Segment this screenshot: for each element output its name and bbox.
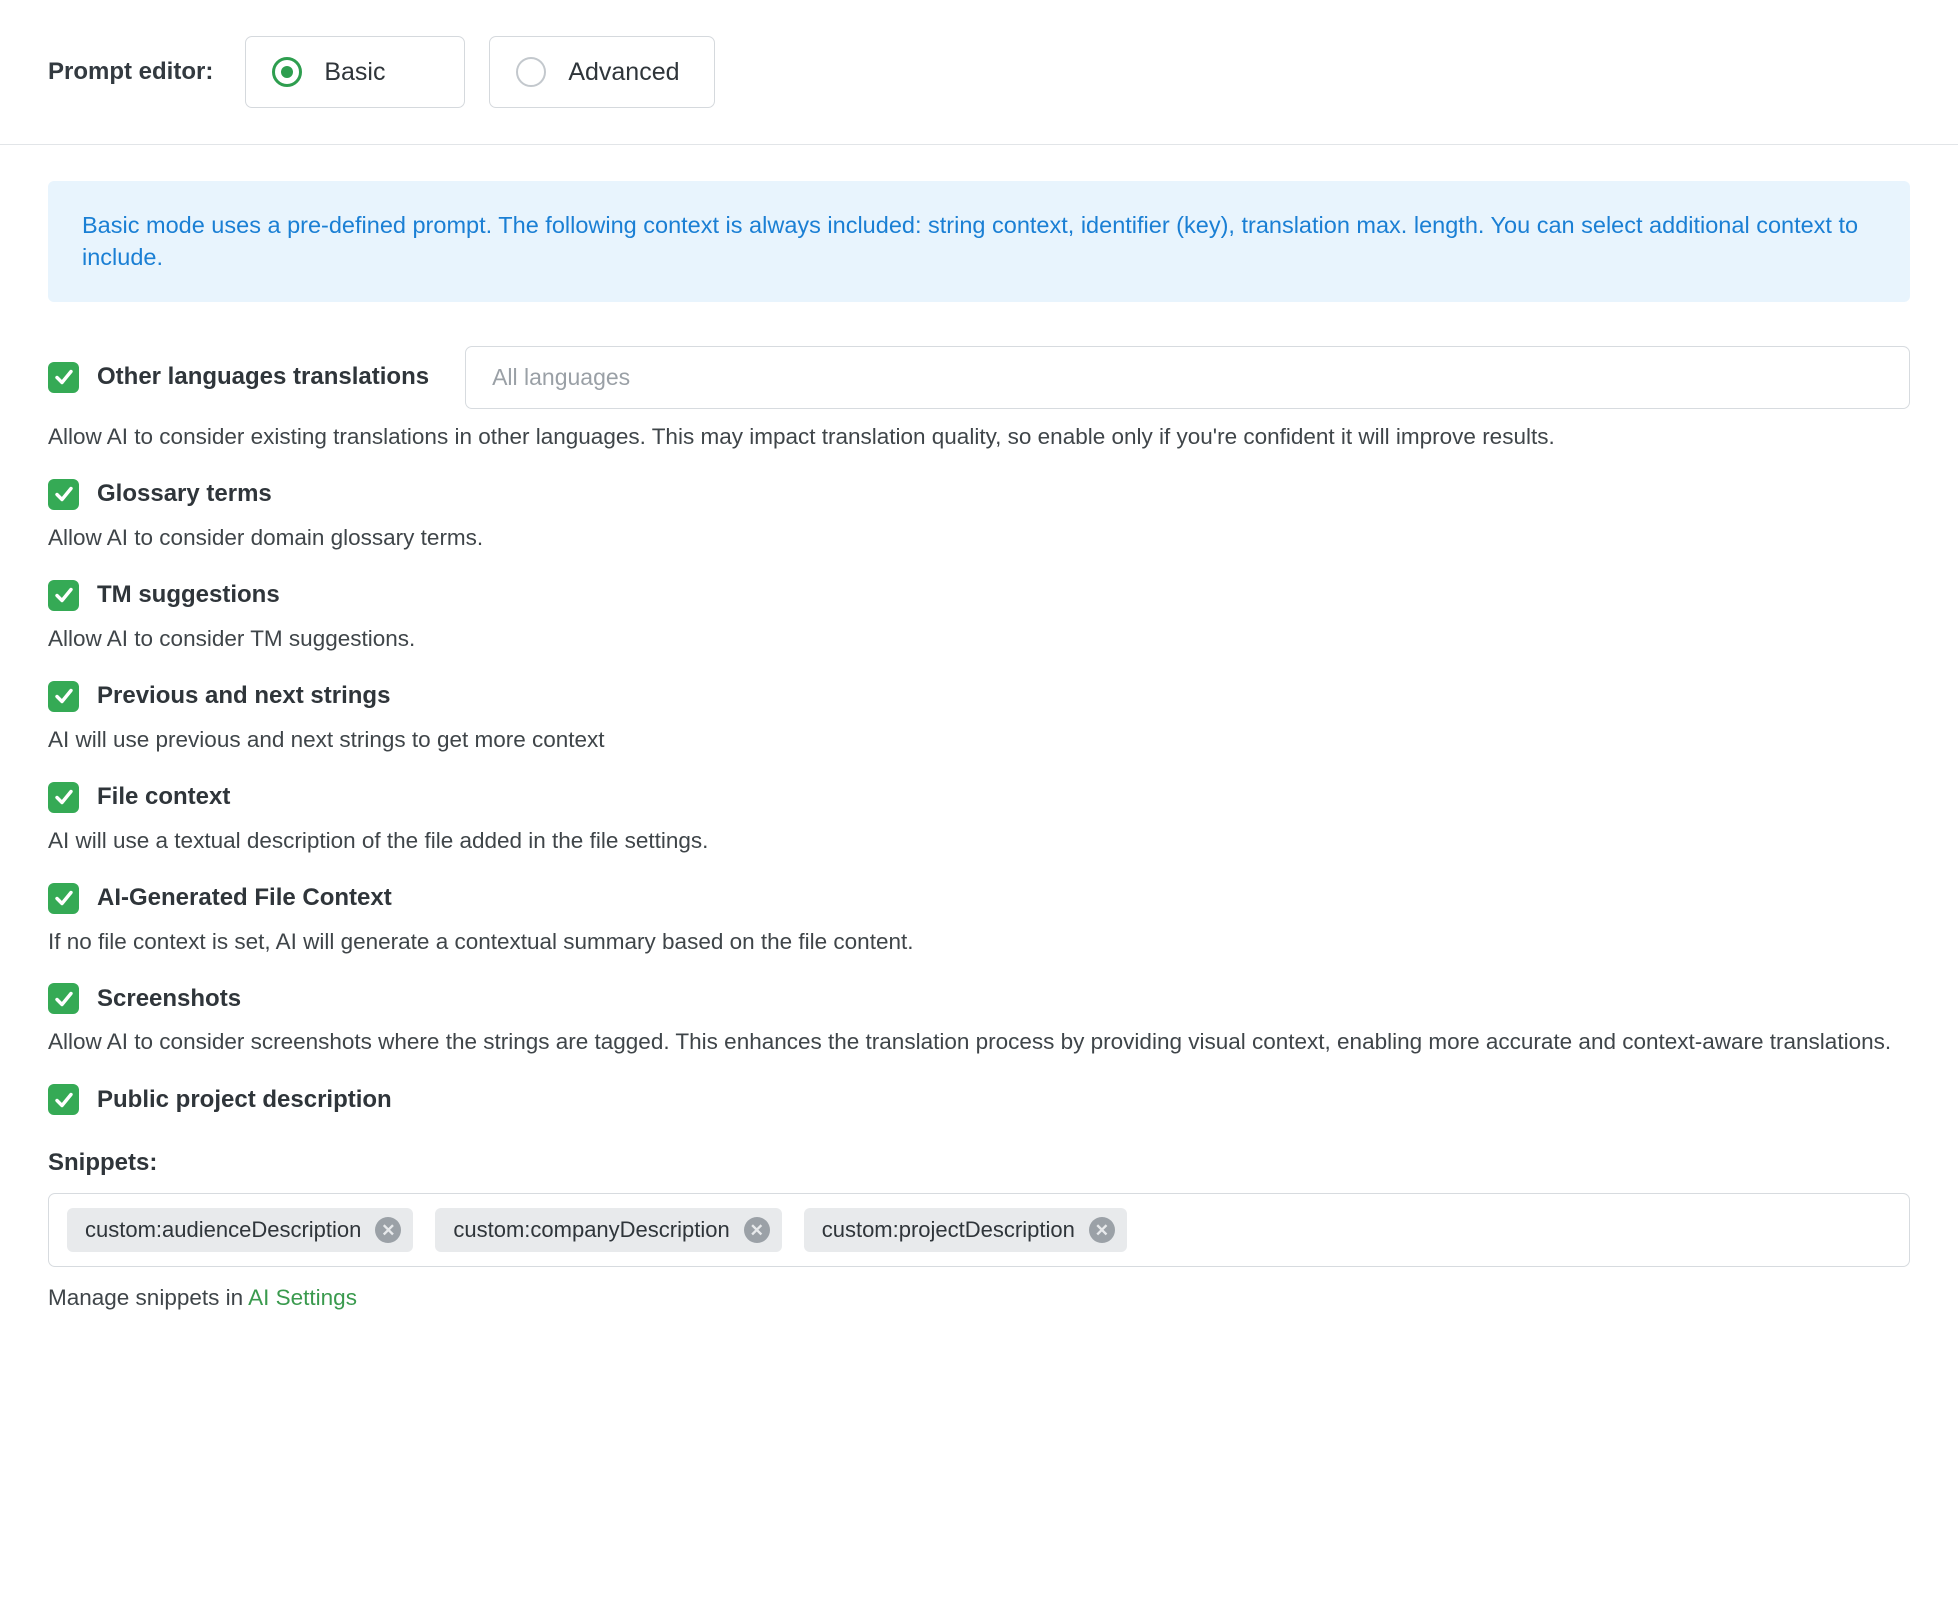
option-desc-file-context: AI will use a textual description of the file added in the file settings. <box>48 827 709 853</box>
checkbox-previous-next-strings[interactable] <box>48 681 79 712</box>
prompt-editor-label: Prompt editor: <box>48 58 214 85</box>
checkbox-screenshots[interactable] <box>48 983 79 1014</box>
option-row-tm-suggestions <box>48 580 1910 611</box>
option-row-other-languages-translations <box>48 346 1910 409</box>
option-desc-screenshots: Allow AI to consider screenshots where the strings are tagged. This enhances the translation process by providing visual context, enabling more accurate and context-aware translations. <box>48 1029 1892 1055</box>
option-label-previous-next-strings: Previous and next strings <box>97 682 391 710</box>
snippet-chip-label: custom:projectDescription <box>821 1217 1075 1243</box>
option-row-screenshots <box>48 983 1910 1014</box>
checkbox-file-context[interactable] <box>48 782 79 813</box>
info-banner: Basic mode uses a pre-defined prompt. The following context is always included: string context, identifier (key), translation max. length. You can select additional context to include. <box>48 181 1910 302</box>
option-desc-previous-next-strings: AI will use previous and next strings to get more context <box>48 726 605 752</box>
prompt-editor-bar <box>0 0 1958 145</box>
checkbox-other-languages-translations[interactable] <box>48 362 79 393</box>
option-label-tm-suggestions: TM suggestions <box>97 581 280 609</box>
option-label-other-languages-translations: Other languages translations <box>97 363 430 391</box>
option-desc-glossary-terms: Allow AI to consider domain glossary terms. <box>48 524 484 550</box>
manage-snippets-prefix: Manage snippets in <box>48 1285 249 1311</box>
option-row-file-context <box>48 782 1910 813</box>
option-desc-tm-suggestions: Allow AI to consider TM suggestions. <box>48 625 416 651</box>
prompt-editor-option-basic[interactable] <box>245 36 465 108</box>
prompt-context-content <box>0 145 1958 1411</box>
snippet-chip[interactable] <box>804 1208 1127 1252</box>
snippet-chip[interactable] <box>435 1208 781 1252</box>
prompt-editor-option-advanced-label: Advanced <box>568 57 680 86</box>
radio-selected-icon <box>272 57 302 87</box>
option-desc-ai-generated-file-context: If no file context is set, AI will generate a contextual summary based on the file content. <box>48 928 914 954</box>
option-label-public-project-description: Public project description <box>97 1085 392 1113</box>
snippets-field[interactable] <box>48 1193 1910 1267</box>
checkbox-tm-suggestions[interactable] <box>48 580 79 611</box>
snippets-label: Snippets: <box>48 1149 158 1177</box>
snippet-chip[interactable] <box>67 1208 413 1252</box>
option-desc-other-languages-translations: Allow AI to consider existing translations in other languages. This may impact translation quality, so enable only if you're confident it will improve results. <box>48 423 1555 449</box>
option-label-ai-generated-file-context: AI-Generated File Context <box>97 884 392 912</box>
close-icon[interactable]: ✕ <box>1089 1217 1115 1243</box>
option-label-file-context: File context <box>97 783 231 811</box>
snippet-chip-label: custom:companyDescription <box>453 1217 730 1243</box>
option-row-previous-next-strings <box>48 681 1910 712</box>
option-row-ai-generated-file-context <box>48 883 1910 914</box>
checkbox-glossary-terms[interactable] <box>48 479 79 510</box>
bottom-spacer <box>48 1351 1910 1411</box>
radio-unselected-icon <box>516 57 546 87</box>
close-icon[interactable]: ✕ <box>375 1217 401 1243</box>
checkbox-public-project-description[interactable] <box>48 1084 79 1115</box>
languages-select-field[interactable]: All languages <box>465 346 1910 409</box>
manage-snippets-line <box>48 1285 1910 1311</box>
prompt-editor-option-basic-label: Basic <box>324 57 386 86</box>
option-label-glossary-terms: Glossary terms <box>97 480 272 508</box>
option-label-screenshots: Screenshots <box>97 984 242 1012</box>
snippet-chip-label: custom:audienceDescription <box>85 1217 362 1243</box>
ai-settings-link[interactable]: AI Settings <box>248 1285 357 1311</box>
checkbox-ai-generated-file-context[interactable] <box>48 883 79 914</box>
option-row-glossary-terms <box>48 479 1910 510</box>
option-row-public-project-description <box>48 1084 1910 1115</box>
close-icon[interactable]: ✕ <box>744 1217 770 1243</box>
prompt-editor-option-advanced[interactable] <box>489 36 714 108</box>
